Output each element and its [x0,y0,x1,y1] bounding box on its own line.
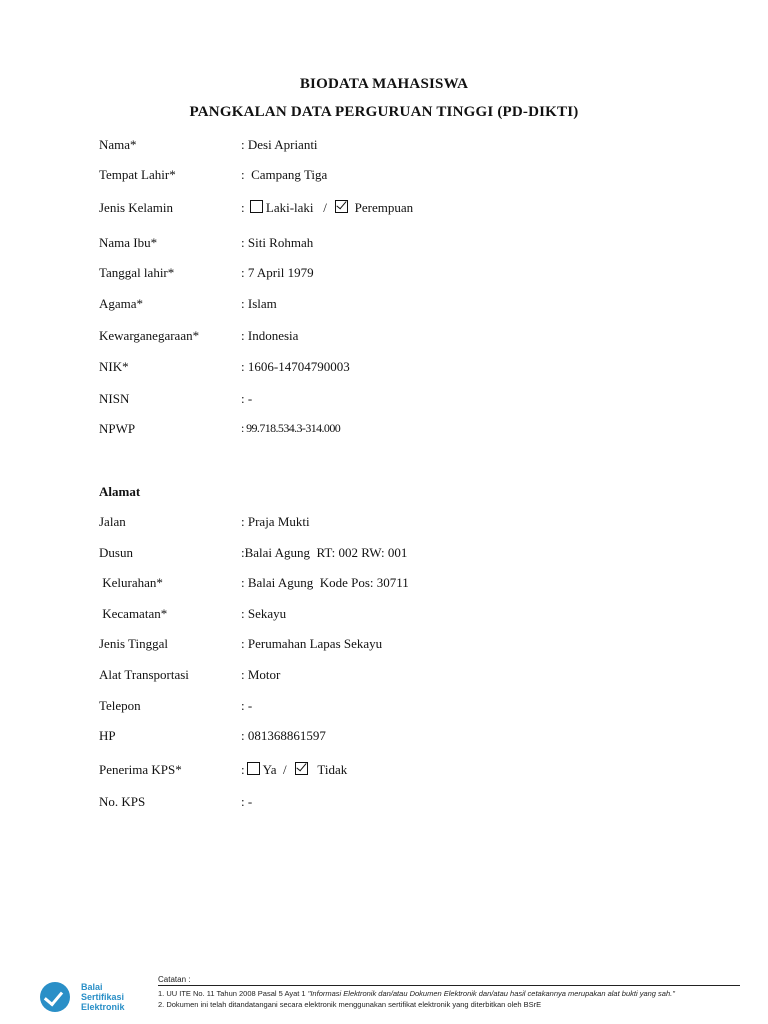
field-nama [0,137,768,157]
field-value: : 081368861597 [241,728,326,743]
field-label: Jenis Tinggal [99,636,168,651]
option-perempuan: Perempuan [354,200,414,215]
field-value [241,762,347,778]
field-label: NPWP [99,421,136,436]
section-heading-alamat: Alamat [99,484,141,499]
option-laki-laki: Laki-laki [265,200,314,215]
field-label: Agama* [99,296,144,311]
footer-divider [158,985,740,986]
field-value: : Indonesia [241,328,299,343]
separator: / [323,200,327,215]
field-alat-transportasi [0,667,768,687]
document-subtitle: PANGKALAN DATA PERGURUAN TINGGI (PD-DIKTI) [189,104,579,120]
field-value: : Campang Tiga [241,167,328,182]
field-label: NIK* [99,359,129,374]
field-value: : - [241,698,253,713]
field-label: Jenis Kelamin [99,200,174,215]
bsre-logo-text: Balai Sertifikasi Elektronik [81,982,125,1012]
field-nisn [0,391,768,411]
field-label: Tempat Lahir* [99,167,176,182]
field-value: : Praja Mukti [241,514,310,529]
field-value: : 99.718.534.3-314.000 [241,421,341,435]
checkbox-perempuan-checked-icon [335,200,348,213]
field-label: Telepon [99,698,141,713]
footer-note-1: 1. UU ITE No. 11 Tahun 2008 Pasal 5 Ayat 1 "Informasi Elektronik dan/atau Dokumen Elektronik dan/atau hasil cetakannya merupakan alat bukti yang sah." [158,989,675,998]
field-label: NISN [99,391,130,406]
field-jalan [0,514,768,534]
field-label: Alat Transportasi [99,667,189,682]
field-value: : - [241,794,253,809]
field-value: : Desi Aprianti [241,137,318,152]
field-label: Tanggal lahir* [99,265,175,280]
field-value: : 7 April 1979 [241,265,314,280]
field-label: Penerima KPS* [99,762,182,777]
option-tidak: Tidak [317,762,348,777]
field-penerima-kps [0,762,768,782]
field-nik [0,359,768,379]
bsre-logo [40,980,140,1014]
field-value: : Siti Rohmah [241,235,314,250]
field-label: Kelurahan* [99,575,163,590]
field-npwp [0,421,768,441]
colon: : [241,200,245,215]
field-label: HP [99,728,116,743]
field-label: Kecamatan* [99,606,168,621]
checkbox-ya-icon [247,762,260,775]
option-ya: Ya [262,762,277,777]
field-value: : Perumahan Lapas Sekayu [241,636,383,651]
field-nama-ibu [0,235,768,255]
field-kelurahan [0,575,768,595]
field-agama [0,296,768,316]
separator: / [282,762,287,777]
field-no-kps [0,794,768,814]
colon: : [241,762,245,777]
field-value: : Sekayu [241,606,287,621]
field-value: : Motor [241,667,281,682]
field-value: : - [241,391,253,406]
field-hp [0,728,768,748]
footer [0,970,768,1024]
field-value: : Balai Agung Kode Pos: 30711 [241,575,409,590]
field-label: Jalan [99,514,126,529]
field-tanggal-lahir [0,265,768,285]
checkbox-laki-laki-icon [250,200,263,213]
field-label: Kewarganegaraan* [99,328,200,343]
field-jenis-kelamin [0,200,768,220]
field-value: : Islam [241,296,277,311]
field-value [241,200,413,216]
checkbox-tidak-checked-icon [295,762,308,775]
field-kecamatan [0,606,768,626]
field-jenis-tinggal [0,636,768,656]
field-telepon [0,698,768,718]
field-label: Nama Ibu* [99,235,158,250]
field-kewarganegaraan [0,328,768,348]
footer-note-2: 2. Dokumen ini telah ditandatangani secara elektronik menggunakan sertifikat elektronik yang diterbitkan oleh BSrE [158,1000,542,1009]
field-value: :Balai Agung RT: 002 RW: 001 [241,545,408,560]
field-label: No. KPS [99,794,146,809]
field-tempat-lahir [0,167,768,187]
field-value: : 1606-14704790003 [241,359,350,374]
field-dusun [0,545,768,565]
field-label: Dusun [99,545,133,560]
document-title: BIODATA MAHASISWA [299,76,469,92]
footer-note-title: Catatan : [158,975,191,984]
field-label: Nama* [99,137,137,152]
bsre-logo-icon [40,982,70,1012]
